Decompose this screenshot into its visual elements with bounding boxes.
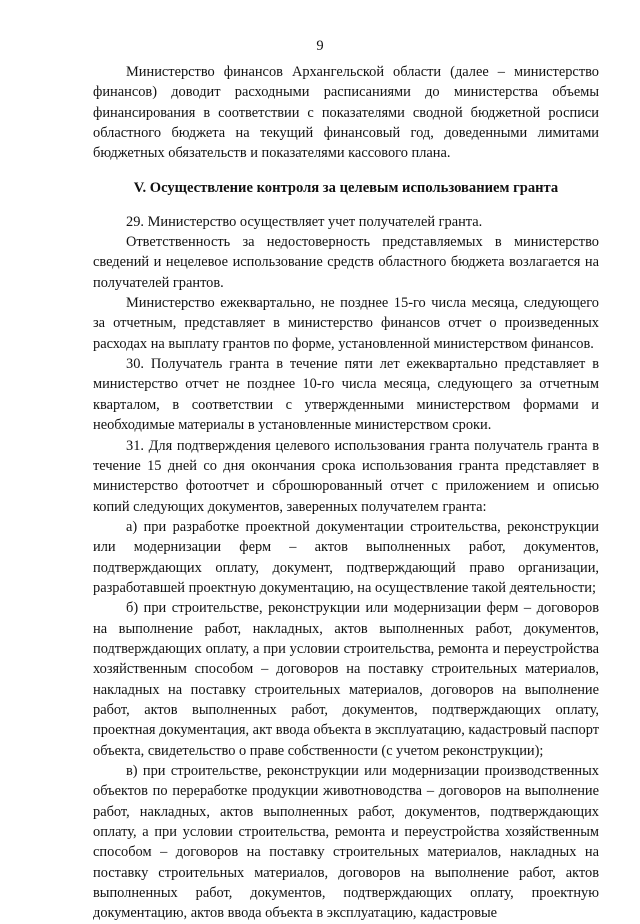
page-number: 9 xyxy=(316,38,324,54)
document-body xyxy=(93,62,599,924)
paragraph-quarterly-report: Министерство ежеквартально, не позднее 15-го числа месяца, следующего за отчетным, представляет в министерство финансов отчет о произведенных расходах на выплату грантов по форме, установленной министерством финансов. xyxy=(93,295,599,352)
paragraph-finance-ministry: Министерство финансов Архангельской области (далее – министерство финансов) доводит расходными расписаниями до министерства объемы финансирования в соответствии с показателями сводной бюджетной росписи областного бюджета на текущий финансовый год, доведенными лимитами бюджетных обязательств и показателями кассового плана. xyxy=(93,64,599,162)
paragraph-responsibility: Ответственность за недостоверность представляемых в министерство сведений и нецелевое использование средств областного бюджета возлагается на получателей грантов. xyxy=(93,234,599,291)
paragraph-31: 31. Для подтверждения целевого использования гранта получатель гранта в течение 15 дней со дня окончания срока использования гранта представляет в министерство фотоотчет и сброшюрованный отчет с приложением и описью копий следующих документов, заверенных получателем гранта: xyxy=(93,437,599,515)
paragraph-31-v: в) при строительстве, реконструкции или модернизации производственных объектов по переработке продукции животноводства – договоров на выполнение работ, накладных, актов выполненных работ, документов, подтверждающих оплату, а при условии строительства, ремонта и переустройства хозяйственным способом – договоров на поставку строительных материалов, накладных на поставку строительных материалов, договоров на выполнение работ, актов выполненных работ, документов, подтверждающих оплату, проектную документацию, актов ввода объекта в эксплуатацию, кадастровые xyxy=(93,763,599,922)
paragraph-31-b: б) при строительстве, реконструкции или модернизации ферм – договоров на выполнение работ, накладных, актов выполненных работ, документов, подтверждающих оплату, а при условии строительства, ремонта и переустройства хозяйственным способом – договоров на поставку строительных материалов, накладных на поставку строительных материалов, договоров на выполнение работ, актов выполненных работ, документов, подтверждающих оплату, проектная документация, акт ввода объекта в эксплуатацию, кадастровый паспорт объекта, свидетельство о праве собственности (с учетом реконструкции); xyxy=(93,600,599,759)
paragraph-29: 29. Министерство осуществляет учет получателей гранта. xyxy=(126,213,483,230)
paragraph-31-a: а) при разработке проектной документации строительства, реконструкции или модернизации ферм – актов выполненных работ, документов, подтверждающих оплату, документ, подтверждающий право организации, разработавшей проектную документацию, на осуществление такой деятельности; xyxy=(93,518,599,596)
paragraph-30: 30. Получатель гранта в течение пяти лет ежеквартально представляет в министерство отчет не позднее 10-го числа месяца, следующего за отчетным кварталом, в соответствии с утвержденными министерством формами и необходимые материалы в установленные министерством сроки. xyxy=(93,356,599,434)
section-title: V. Осуществление контроля за целевым использованием гранта xyxy=(133,179,559,196)
